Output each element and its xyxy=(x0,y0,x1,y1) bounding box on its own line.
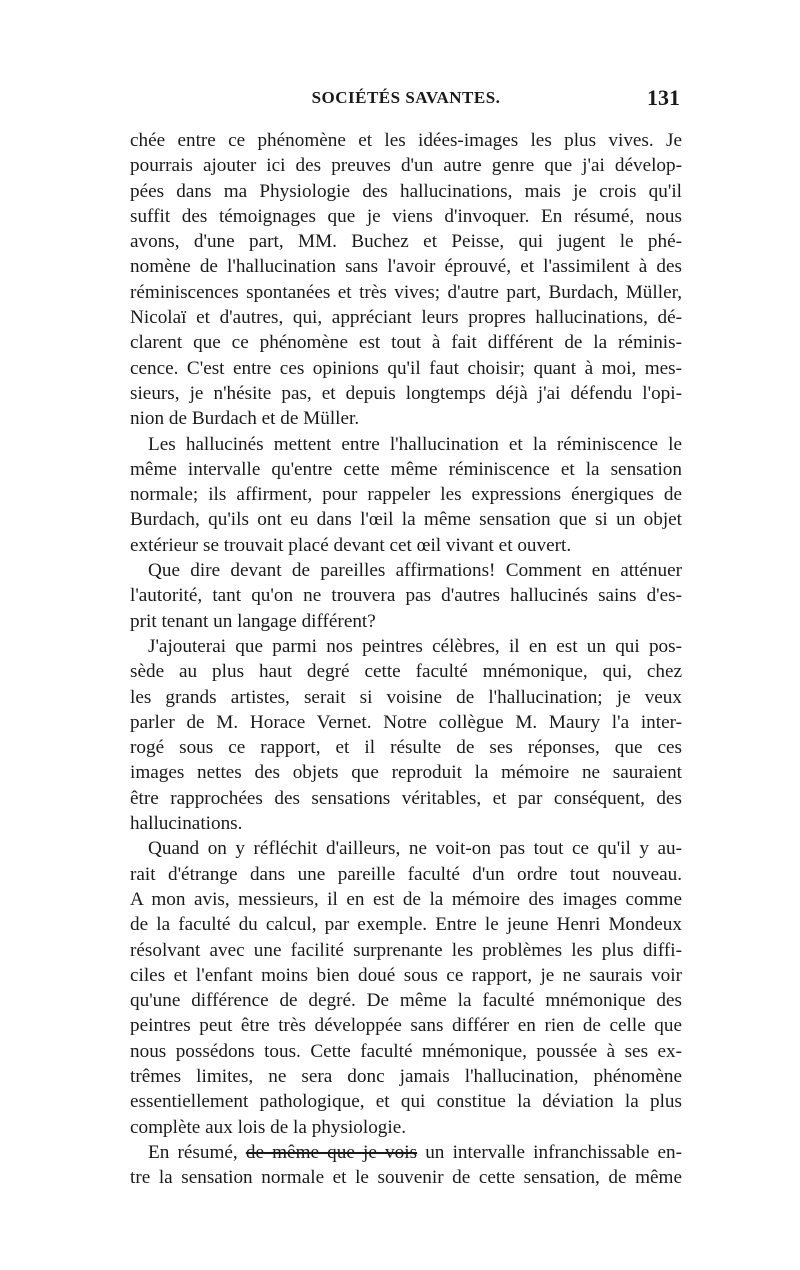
text-line: normale; ils affirment, pour rappeler les expressions énergiques de xyxy=(130,484,682,506)
text-line: hallucinations. xyxy=(130,813,243,835)
text-line: trêmes limites, ne sera donc jamais l'hallucination, phénomène xyxy=(130,1065,682,1087)
text-line: clarent que ce phénomène est tout à fait différent de la réminis- xyxy=(130,332,682,354)
paragraph-5 xyxy=(130,836,682,1140)
text-line: sède au plus haut degré cette faculté mnémonique, qui, chez xyxy=(130,661,682,683)
paragraph-4 xyxy=(130,634,682,836)
paragraph-2 xyxy=(130,432,682,558)
text-line: cence. C'est entre ces opinions qu'il faut choisir; quant à moi, mes- xyxy=(130,357,682,379)
paragraph-6 xyxy=(130,1140,682,1191)
text-line: rait d'étrange dans une pareille faculté d'un ordre tout nouveau. xyxy=(130,863,682,885)
text-line: nomène de l'hallucination sans l'avoir éprouvé, et l'assimilent à des xyxy=(130,256,682,278)
text-line: l'autorité, tant qu'on ne trouvera pas d'autres hallucinés sains d'es- xyxy=(130,585,682,607)
text-line: réminiscences spontanées et très vives; d'autre part, Burdach, Müller, xyxy=(130,281,682,303)
page-number: 131 xyxy=(647,85,680,110)
text-line: pourrais ajouter ici des preuves d'un autre genre que j'ai dévelop- xyxy=(130,155,682,177)
paragraph-1 xyxy=(130,128,682,432)
text-line: les grands artistes, serait si voisine de l'hallucination; je veux xyxy=(130,686,682,708)
text-line: Que dire devant de pareilles affirmations! Comment en atténuer xyxy=(148,560,682,582)
text-line-with-strikethrough xyxy=(130,1140,682,1165)
text-line: même intervalle qu'entre cette même réminiscence et la sensation xyxy=(130,458,682,480)
text-line: Burdach, qu'ils ont eu dans l'œil la même sensation que si un objet xyxy=(130,509,682,531)
text-fragment: un intervalle infranchissable en- xyxy=(417,1141,682,1163)
text-line: J'ajouterai que parmi nos peintres célèbres, il en est un qui pos- xyxy=(148,635,682,657)
text-line: être rapprochées des sensations véritables, et par conséquent, des xyxy=(130,787,682,809)
text-line: tre la sensation normale et le souvenir de cette sensation, de même xyxy=(130,1167,682,1189)
text-fragment: En résumé, xyxy=(148,1141,246,1163)
text-line: extérieur se trouvait placé devant cet œil vivant et ouvert. xyxy=(130,534,572,556)
text-line: suffit des témoignages que je viens d'invoquer. En résumé, nous xyxy=(130,205,682,227)
text-line: Quand on y réfléchit d'ailleurs, ne voit-on pas tout ce qu'il y au- xyxy=(148,838,682,860)
text-line: peintres peut être très développée sans différer en rien de celle que xyxy=(130,1015,682,1037)
text-line: nous possédons tous. Cette faculté mnémonique, poussée à ses ex- xyxy=(130,1040,682,1062)
text-line: images nettes des objets que reproduit la mémoire ne sauraient xyxy=(130,762,682,784)
body-text xyxy=(130,128,682,1190)
text-line: qu'une différence de degré. De même la faculté mnémonique des xyxy=(130,990,682,1012)
text-line: essentiellement pathologique, et qui constitue la déviation la plus xyxy=(130,1091,682,1113)
text-line: A mon avis, messieurs, il en est de la mémoire des images comme xyxy=(130,888,682,910)
struck-text: de même que je vois xyxy=(245,1141,418,1163)
text-line: résolvant avec une facilité surprenante les problèmes les plus diffi- xyxy=(130,939,682,961)
text-line: rogé sous ce rapport, et il résulte de ses réponses, que ces xyxy=(130,737,682,759)
text-line: parler de M. Horace Vernet. Notre collègue M. Maury l'a inter- xyxy=(130,711,682,733)
text-line: complète aux lois de la physiologie. xyxy=(130,1116,407,1138)
text-line: nion de Burdach et de Müller. xyxy=(130,408,360,430)
text-line: avons, d'une part, MM. Buchez et Peisse, qui jugent le phé- xyxy=(130,231,682,253)
page-header xyxy=(130,85,682,118)
text-line: Nicolaï et d'autres, qui, appréciant leurs propres hallucinations, dé- xyxy=(130,307,682,329)
text-line: pées dans ma Physiologie des hallucinations, mais je crois qu'il xyxy=(130,180,682,202)
text-line: ciles et l'enfant moins bien doué sous ce rapport, je ne saurais voir xyxy=(130,964,682,986)
paragraph-3 xyxy=(130,558,682,634)
text-line: Les hallucinés mettent entre l'hallucination et la réminiscence le xyxy=(148,433,682,455)
text-line: prit tenant un langage différent? xyxy=(130,610,376,632)
text-line: de la faculté du calcul, par exemple. Entre le jeune Henri Mondeux xyxy=(130,914,682,936)
text-line: sieurs, je n'hésite pas, et depuis longtemps déjà j'ai défendu l'opi- xyxy=(130,382,682,404)
text-line: chée entre ce phénomène et les idées-images les plus vives. Je xyxy=(130,130,682,151)
running-title: SOCIÉTÉS SAVANTES. xyxy=(311,88,501,107)
